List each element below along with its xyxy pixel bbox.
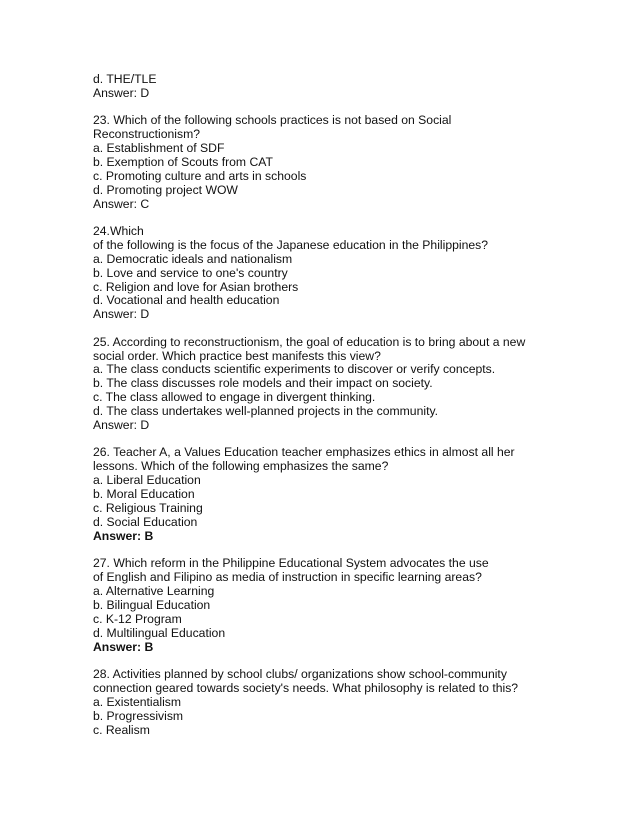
option-a: a. Establishment of SDF	[93, 141, 225, 156]
question-text-line: 24.Which	[93, 223, 144, 238]
option-d: d. Vocational and health education	[93, 293, 280, 308]
option-c: c. Religion and love for Asian brothers	[93, 279, 299, 294]
question-22-fragment	[93, 73, 613, 101]
option-b: b. The class discusses role models and their impact on society.	[93, 376, 433, 391]
question-24	[93, 225, 613, 322]
document-page	[93, 73, 613, 751]
option-c: c. Religious Training	[93, 501, 203, 516]
option-b: b. Love and service to one's country	[93, 265, 288, 280]
question-text-line: social order. Which practice best manifests this view?	[93, 348, 381, 363]
question-text-line: Reconstructionism?	[93, 127, 201, 142]
answer-line: Answer: B	[93, 639, 154, 654]
question-text-line: of the following is the focus of the Japanese education in the Philippines?	[93, 237, 489, 252]
answer-line: Answer: B	[93, 528, 154, 543]
answer-line: Answer: C	[93, 196, 150, 211]
option-a: a. Existentialism	[93, 694, 182, 709]
option-b: b. Progressivism	[93, 708, 184, 723]
option-d: d. Multilingual Education	[93, 625, 226, 640]
option-b: b. Exemption of Scouts from CAT	[93, 154, 273, 169]
question-text-line: 23. Which of the following schools practices is not based on Social	[93, 113, 452, 128]
question-23	[93, 114, 613, 211]
question-text-line: lessons. Which of the following emphasizes the same?	[93, 459, 389, 474]
question-26	[93, 446, 613, 543]
option-a: a. Liberal Education	[93, 473, 201, 488]
option-a: a. The class conducts scientific experiments to discover or verify concepts.	[93, 362, 496, 377]
question-text-line: 25. According to reconstructionism, the goal of education is to bring about a new	[93, 334, 526, 349]
option-c: c. The class allowed to engage in divergent thinking.	[93, 390, 376, 405]
question-25	[93, 336, 613, 433]
option-a: a. Alternative Learning	[93, 583, 215, 598]
question-text-line: 26. Teacher A, a Values Education teacher emphasizes ethics in almost all her	[93, 445, 515, 460]
question-text-line: 27. Which reform in the Philippine Educational System advocates the use	[93, 556, 489, 571]
question-27	[93, 557, 613, 654]
answer-line: Answer: D	[93, 307, 150, 322]
answer-line: Answer: D	[93, 418, 150, 433]
option-b: b. Moral Education	[93, 487, 195, 502]
option-d: d. Social Education	[93, 514, 198, 529]
question-text-line: of English and Filipino as media of instruction in specific learning areas?	[93, 570, 482, 585]
option-c: c. Promoting culture and arts in schools	[93, 168, 307, 183]
option-b: b. Bilingual Education	[93, 597, 211, 612]
option-c: c. K-12 Program	[93, 611, 182, 626]
question-text-line: 28. Activities planned by school clubs/ organizations show school-community	[93, 666, 507, 681]
option-d: d. THE/TLE	[93, 72, 157, 86]
question-text-line: connection geared towards society's needs. What philosophy is related to this?	[93, 680, 519, 695]
option-c: c. Realism	[93, 722, 150, 737]
option-d: d. Promoting project WOW	[93, 182, 238, 197]
option-d: d. The class undertakes well-planned projects in the community.	[93, 404, 439, 419]
question-28	[93, 668, 613, 738]
answer-line: Answer: D	[93, 85, 150, 100]
option-a: a. Democratic ideals and nationalism	[93, 251, 293, 266]
